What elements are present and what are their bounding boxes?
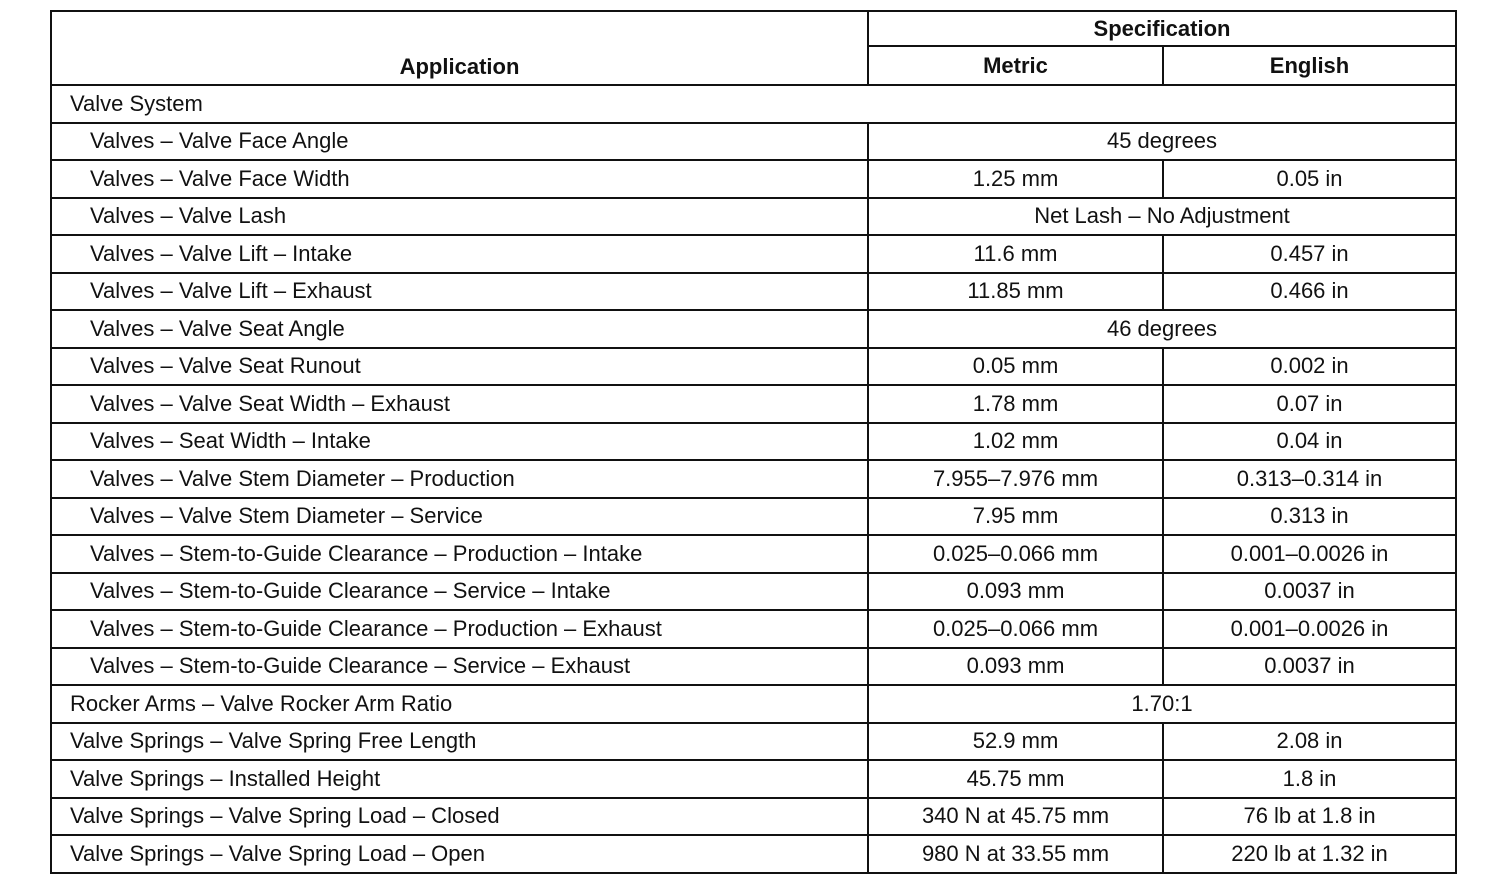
metric-value: 0.025–0.066 mm <box>868 535 1163 573</box>
table-row <box>51 498 1456 536</box>
header-application: Application <box>51 11 868 85</box>
metric-value: 7.95 mm <box>868 498 1163 536</box>
table-row <box>51 160 1456 198</box>
metric-value: 11.6 mm <box>868 235 1163 273</box>
metric-value: 52.9 mm <box>868 723 1163 761</box>
metric-value: 1.02 mm <box>868 423 1163 461</box>
table-row <box>51 835 1456 873</box>
row-label: Valves – Valve Lift – Exhaust <box>51 273 868 311</box>
table-body <box>51 85 1456 873</box>
table-row <box>51 348 1456 386</box>
header-metric: Metric <box>868 46 1163 85</box>
metric-value: 1.25 mm <box>868 160 1163 198</box>
row-label: Valves – Stem-to-Guide Clearance – Production – Exhaust <box>51 610 868 648</box>
english-value: 0.0037 in <box>1163 573 1456 611</box>
english-value: 0.313 in <box>1163 498 1456 536</box>
valve-specifications-table <box>50 10 1457 874</box>
section-title: Valve System <box>51 85 1456 123</box>
row-label: Rocker Arms – Valve Rocker Arm Ratio <box>51 685 868 723</box>
table-row <box>51 573 1456 611</box>
english-value: 220 lb at 1.32 in <box>1163 835 1456 873</box>
english-value: 76 lb at 1.8 in <box>1163 798 1456 836</box>
metric-value: 340 N at 45.75 mm <box>868 798 1163 836</box>
row-label: Valve Springs – Valve Spring Load – Open <box>51 835 868 873</box>
table-row <box>51 385 1456 423</box>
table-row <box>51 423 1456 461</box>
table-row <box>51 273 1456 311</box>
row-label: Valves – Valve Stem Diameter – Production <box>51 460 868 498</box>
row-label: Valves – Valve Seat Angle <box>51 310 868 348</box>
metric-value: 45.75 mm <box>868 760 1163 798</box>
table-row <box>51 535 1456 573</box>
metric-value: 7.955–7.976 mm <box>868 460 1163 498</box>
header-specification: Specification <box>868 11 1456 46</box>
metric-value: 0.05 mm <box>868 348 1163 386</box>
table-row <box>51 723 1456 761</box>
row-label: Valves – Valve Lift – Intake <box>51 235 868 273</box>
row-label: Valves – Valve Stem Diameter – Service <box>51 498 868 536</box>
english-value: 0.04 in <box>1163 423 1456 461</box>
english-value: 0.002 in <box>1163 348 1456 386</box>
row-label: Valves – Valve Seat Width – Exhaust <box>51 385 868 423</box>
english-value: 0.05 in <box>1163 160 1456 198</box>
table-row <box>51 235 1456 273</box>
english-value: 1.8 in <box>1163 760 1456 798</box>
spec-combined-value: 1.70:1 <box>868 685 1456 723</box>
metric-value: 11.85 mm <box>868 273 1163 311</box>
metric-value: 980 N at 33.55 mm <box>868 835 1163 873</box>
row-label: Valves – Stem-to-Guide Clearance – Service – Exhaust <box>51 648 868 686</box>
row-label: Valves – Valve Face Width <box>51 160 868 198</box>
table-row <box>51 685 1456 723</box>
table-row <box>51 198 1456 236</box>
metric-value: 0.093 mm <box>868 573 1163 611</box>
english-value: 0.0037 in <box>1163 648 1456 686</box>
table-row <box>51 460 1456 498</box>
english-value: 0.313–0.314 in <box>1163 460 1456 498</box>
row-label: Valve Springs – Valve Spring Free Length <box>51 723 868 761</box>
row-label: Valves – Valve Face Angle <box>51 123 868 161</box>
row-label: Valve Springs – Installed Height <box>51 760 868 798</box>
english-value: 0.457 in <box>1163 235 1456 273</box>
spec-combined-value: Net Lash – No Adjustment <box>868 198 1456 236</box>
spec-combined-value: 46 degrees <box>868 310 1456 348</box>
metric-value: 0.093 mm <box>868 648 1163 686</box>
table-row <box>51 648 1456 686</box>
header-english: English <box>1163 46 1456 85</box>
english-value: 0.001–0.0026 in <box>1163 535 1456 573</box>
row-label: Valves – Valve Seat Runout <box>51 348 868 386</box>
english-value: 0.466 in <box>1163 273 1456 311</box>
row-label: Valves – Valve Lash <box>51 198 868 236</box>
row-label: Valves – Seat Width – Intake <box>51 423 868 461</box>
table-row <box>51 760 1456 798</box>
metric-value: 1.78 mm <box>868 385 1163 423</box>
english-value: 2.08 in <box>1163 723 1456 761</box>
english-value: 0.001–0.0026 in <box>1163 610 1456 648</box>
section-row <box>51 85 1456 123</box>
table-header <box>51 11 1456 85</box>
table-row <box>51 610 1456 648</box>
row-label: Valves – Stem-to-Guide Clearance – Service – Intake <box>51 573 868 611</box>
spec-combined-value: 45 degrees <box>868 123 1456 161</box>
metric-value: 0.025–0.066 mm <box>868 610 1163 648</box>
row-label: Valves – Stem-to-Guide Clearance – Production – Intake <box>51 535 868 573</box>
table-row <box>51 123 1456 161</box>
table-row <box>51 310 1456 348</box>
table-row <box>51 798 1456 836</box>
english-value: 0.07 in <box>1163 385 1456 423</box>
row-label: Valve Springs – Valve Spring Load – Closed <box>51 798 868 836</box>
